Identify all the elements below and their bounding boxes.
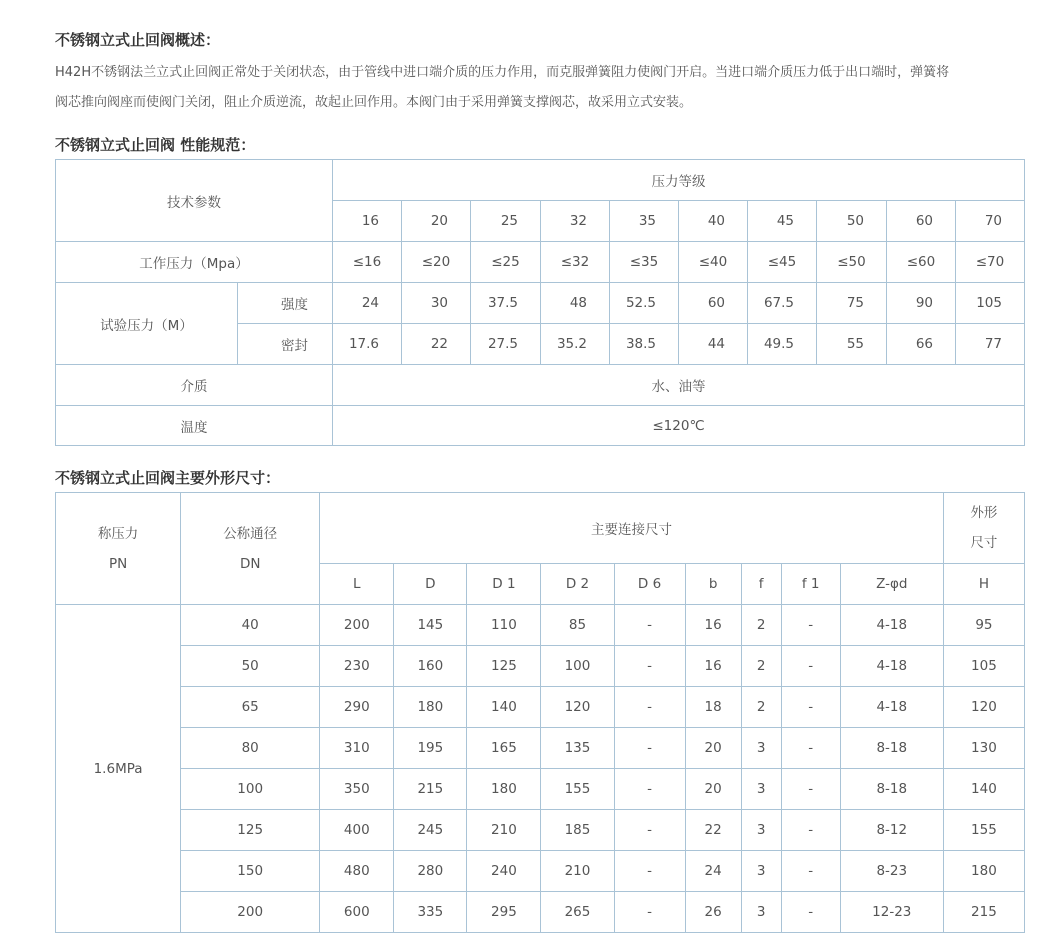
- dimension-cell: -: [781, 769, 840, 810]
- dn-cell: 50: [181, 646, 320, 687]
- dimension-cell: 3: [741, 851, 781, 892]
- dimensions-header-row: [56, 493, 1025, 564]
- table-row: [56, 160, 1025, 201]
- seal-cell: 27.5: [471, 324, 541, 365]
- dimension-cell: -: [781, 892, 840, 933]
- test-pressure-label: 试验压力（M）: [56, 283, 238, 365]
- performance-spec-table: [55, 159, 1025, 446]
- dimension-cell: 3: [741, 728, 781, 769]
- medium-row: [56, 365, 1025, 406]
- dimension-cell: 120: [943, 687, 1024, 728]
- dimension-cell: -: [781, 687, 840, 728]
- work-pressure-cell: ≤70: [956, 242, 1025, 283]
- pn-header-line-1: 称压力: [97, 525, 139, 542]
- pn-header: [56, 493, 181, 605]
- pressure-grade-cell: 16: [333, 201, 402, 242]
- dimension-column-header: D: [394, 564, 467, 605]
- outer-size-header: [943, 493, 1024, 564]
- temperature-label: 温度: [56, 406, 333, 446]
- dimension-cell: -: [614, 769, 685, 810]
- dimension-column-header: f 1: [781, 564, 840, 605]
- dimension-cell: 310: [320, 728, 394, 769]
- dn-cell: 150: [181, 851, 320, 892]
- seal-cell: 17.6: [333, 324, 402, 365]
- seal-cell: 44: [679, 324, 748, 365]
- dimension-cell: 4-18: [840, 605, 943, 646]
- work-pressure-cell: ≤50: [817, 242, 887, 283]
- dimension-cell: 350: [320, 769, 394, 810]
- dimension-cell: -: [781, 646, 840, 687]
- dimension-cell: 200: [320, 605, 394, 646]
- dn-header-line-1: 公称通径: [223, 525, 278, 542]
- dimension-cell: 85: [541, 605, 614, 646]
- work-pressure-cell: ≤20: [402, 242, 471, 283]
- overview-paragraph-line-1: H42H不锈钢法兰立式止回阀正常处于关闭状态，由于管线中进口端介质的压力作用，而克服弹簧阻力使阀门开启。当进口端介质压力低于出口端时，弹簧将: [55, 65, 950, 80]
- work-pressure-cell: ≤45: [748, 242, 817, 283]
- pn-header-line-2: PN: [108, 555, 128, 572]
- dimension-cell: 105: [943, 646, 1024, 687]
- dimension-cell: 245: [394, 810, 467, 851]
- dn-cell: 100: [181, 769, 320, 810]
- dimension-cell: 290: [320, 687, 394, 728]
- dimension-cell: -: [781, 728, 840, 769]
- dimension-cell: 22: [685, 810, 741, 851]
- dn-cell: 200: [181, 892, 320, 933]
- dimension-cell: 240: [467, 851, 541, 892]
- performance-title: 不锈钢立式止回阀 性能规范：: [55, 136, 256, 154]
- table-row: [56, 687, 1025, 728]
- pressure-grade-cell: 50: [817, 201, 887, 242]
- dimensions-title: 不锈钢立式止回阀主要外形尺寸：: [55, 469, 281, 487]
- dimension-cell: 280: [394, 851, 467, 892]
- dimension-cell: -: [781, 605, 840, 646]
- table-row: [56, 810, 1025, 851]
- pressure-grade-cell: 40: [679, 201, 748, 242]
- dimension-column-header: f: [741, 564, 781, 605]
- work-pressure-cell: ≤25: [471, 242, 541, 283]
- dimension-cell: 18: [685, 687, 741, 728]
- dimension-cell: -: [781, 851, 840, 892]
- medium-value: 水、油等: [333, 365, 1025, 406]
- strength-row: [56, 283, 1025, 324]
- dimension-cell: 2: [741, 687, 781, 728]
- dimension-cell: 8-18: [840, 769, 943, 810]
- dimension-cell: 140: [467, 687, 541, 728]
- table-row: [56, 605, 1025, 646]
- table-row: [56, 851, 1025, 892]
- dimension-cell: 215: [394, 769, 467, 810]
- dimension-cell: -: [614, 851, 685, 892]
- dimension-cell: 4-18: [840, 687, 943, 728]
- strength-cell: 30: [402, 283, 471, 324]
- dimension-cell: 8-18: [840, 728, 943, 769]
- pressure-grade-cell: 35: [610, 201, 679, 242]
- strength-cell: 75: [817, 283, 887, 324]
- strength-cell: 24: [333, 283, 402, 324]
- dn-cell: 125: [181, 810, 320, 851]
- work-pressure-cell: ≤32: [541, 242, 610, 283]
- dimension-cell: 230: [320, 646, 394, 687]
- dimension-cell: 4-18: [840, 646, 943, 687]
- dimension-column-header: b: [685, 564, 741, 605]
- dimension-cell: 135: [541, 728, 614, 769]
- strength-cell: 105: [956, 283, 1025, 324]
- dimension-column-header: L: [320, 564, 394, 605]
- temperature-row: [56, 406, 1025, 446]
- dimension-cell: 210: [467, 810, 541, 851]
- table-row: [56, 728, 1025, 769]
- dimension-cell: 400: [320, 810, 394, 851]
- temperature-value: ≤120℃: [333, 406, 1025, 446]
- dimension-cell: 155: [943, 810, 1024, 851]
- pressure-grade-cell: 60: [887, 201, 956, 242]
- seal-cell: 55: [817, 324, 887, 365]
- dimension-cell: 295: [467, 892, 541, 933]
- dimension-cell: 12-23: [840, 892, 943, 933]
- dimension-cell: 130: [943, 728, 1024, 769]
- pressure-grade-cell: 70: [956, 201, 1025, 242]
- dimension-cell: -: [614, 646, 685, 687]
- pressure-grade-cell: 45: [748, 201, 817, 242]
- dimensions-table: [55, 492, 1025, 933]
- dimension-cell: 8-12: [840, 810, 943, 851]
- dimension-cell: 155: [541, 769, 614, 810]
- outer-size-line-2: 尺寸: [970, 535, 998, 551]
- dimension-cell: 335: [394, 892, 467, 933]
- dimension-column-header: Z-φd: [840, 564, 943, 605]
- dimension-cell: 265: [541, 892, 614, 933]
- dimension-cell: 180: [467, 769, 541, 810]
- dimension-cell: 3: [741, 892, 781, 933]
- table-row: [56, 892, 1025, 933]
- dn-cell: 40: [181, 605, 320, 646]
- work-pressure-cell: ≤60: [887, 242, 956, 283]
- dimension-cell: 140: [943, 769, 1024, 810]
- dn-cell: 80: [181, 728, 320, 769]
- dimension-cell: 20: [685, 728, 741, 769]
- dimension-cell: 26: [685, 892, 741, 933]
- medium-label: 介质: [56, 365, 333, 406]
- pressure-grade-cell: 20: [402, 201, 471, 242]
- dimension-cell: 125: [467, 646, 541, 687]
- seal-cell: 49.5: [748, 324, 817, 365]
- dimension-cell: 215: [943, 892, 1024, 933]
- dimension-column-header: D 2: [541, 564, 614, 605]
- dimension-cell: 110: [467, 605, 541, 646]
- pn-value: 1.6MPa: [56, 605, 181, 933]
- table-row: [56, 646, 1025, 687]
- work-pressure-cell: ≤35: [610, 242, 679, 283]
- work-pressure-cell: ≤16: [333, 242, 402, 283]
- seal-cell: 38.5: [610, 324, 679, 365]
- strength-cell: 52.5: [610, 283, 679, 324]
- dimension-cell: 16: [685, 605, 741, 646]
- dimension-cell: -: [614, 605, 685, 646]
- seal-cell: 66: [887, 324, 956, 365]
- dimension-cell: 145: [394, 605, 467, 646]
- dimension-cell: 120: [541, 687, 614, 728]
- seal-cell: 22: [402, 324, 471, 365]
- dimension-cell: 3: [741, 769, 781, 810]
- pressure-grade-cell: 32: [541, 201, 610, 242]
- dimension-cell: 600: [320, 892, 394, 933]
- dimension-cell: 16: [685, 646, 741, 687]
- strength-cell: 48: [541, 283, 610, 324]
- dn-header-line-2: DN: [239, 555, 261, 572]
- dimension-cell: 2: [741, 646, 781, 687]
- dimension-cell: 210: [541, 851, 614, 892]
- dimension-column-header: D 1: [467, 564, 541, 605]
- dimension-cell: 3: [741, 810, 781, 851]
- work-pressure-row: [56, 242, 1025, 283]
- dimension-cell: -: [781, 810, 840, 851]
- main-connection-header: 主要连接尺寸: [320, 493, 944, 564]
- strength-cell: 60: [679, 283, 748, 324]
- dimension-column-header: H: [943, 564, 1024, 605]
- dimension-cell: 2: [741, 605, 781, 646]
- dimension-cell: -: [614, 892, 685, 933]
- dimension-column-header: D 6: [614, 564, 685, 605]
- dimension-cell: 185: [541, 810, 614, 851]
- work-pressure-label: 工作压力（Mpa）: [56, 242, 333, 283]
- pressure-grade-header: 压力等级: [333, 160, 1025, 201]
- strength-cell: 90: [887, 283, 956, 324]
- dimension-cell: 20: [685, 769, 741, 810]
- dimension-cell: -: [614, 687, 685, 728]
- strength-cell: 67.5: [748, 283, 817, 324]
- work-pressure-cell: ≤40: [679, 242, 748, 283]
- strength-label: 强度: [238, 283, 333, 324]
- pressure-grade-cell: 25: [471, 201, 541, 242]
- dimension-cell: 95: [943, 605, 1024, 646]
- dn-header: [181, 493, 320, 605]
- strength-cell: 37.5: [471, 283, 541, 324]
- overview-paragraph-line-2: 阀芯推向阀座而使阀门关闭，阻止介质逆流，故起止回作用。本阀门由于采用弹簧支撑阀芯，故采用立式安装。: [55, 95, 693, 110]
- dimension-cell: 100: [541, 646, 614, 687]
- seal-cell: 77: [956, 324, 1025, 365]
- dimension-cell: 160: [394, 646, 467, 687]
- dimension-cell: 180: [943, 851, 1024, 892]
- seal-label: 密封: [238, 324, 333, 365]
- dimension-cell: 165: [467, 728, 541, 769]
- table-row: [56, 769, 1025, 810]
- dimension-cell: 8-23: [840, 851, 943, 892]
- dimension-cell: 480: [320, 851, 394, 892]
- overview-title: 不锈钢立式止回阀概述：: [55, 31, 221, 49]
- tech-param-header: 技术参数: [56, 160, 333, 242]
- dimension-cell: -: [614, 728, 685, 769]
- dn-cell: 65: [181, 687, 320, 728]
- dimension-cell: 24: [685, 851, 741, 892]
- outer-size-line-1: 外形: [970, 505, 998, 521]
- seal-cell: 35.2: [541, 324, 610, 365]
- dimension-cell: 180: [394, 687, 467, 728]
- dimension-cell: -: [614, 810, 685, 851]
- dimension-cell: 195: [394, 728, 467, 769]
